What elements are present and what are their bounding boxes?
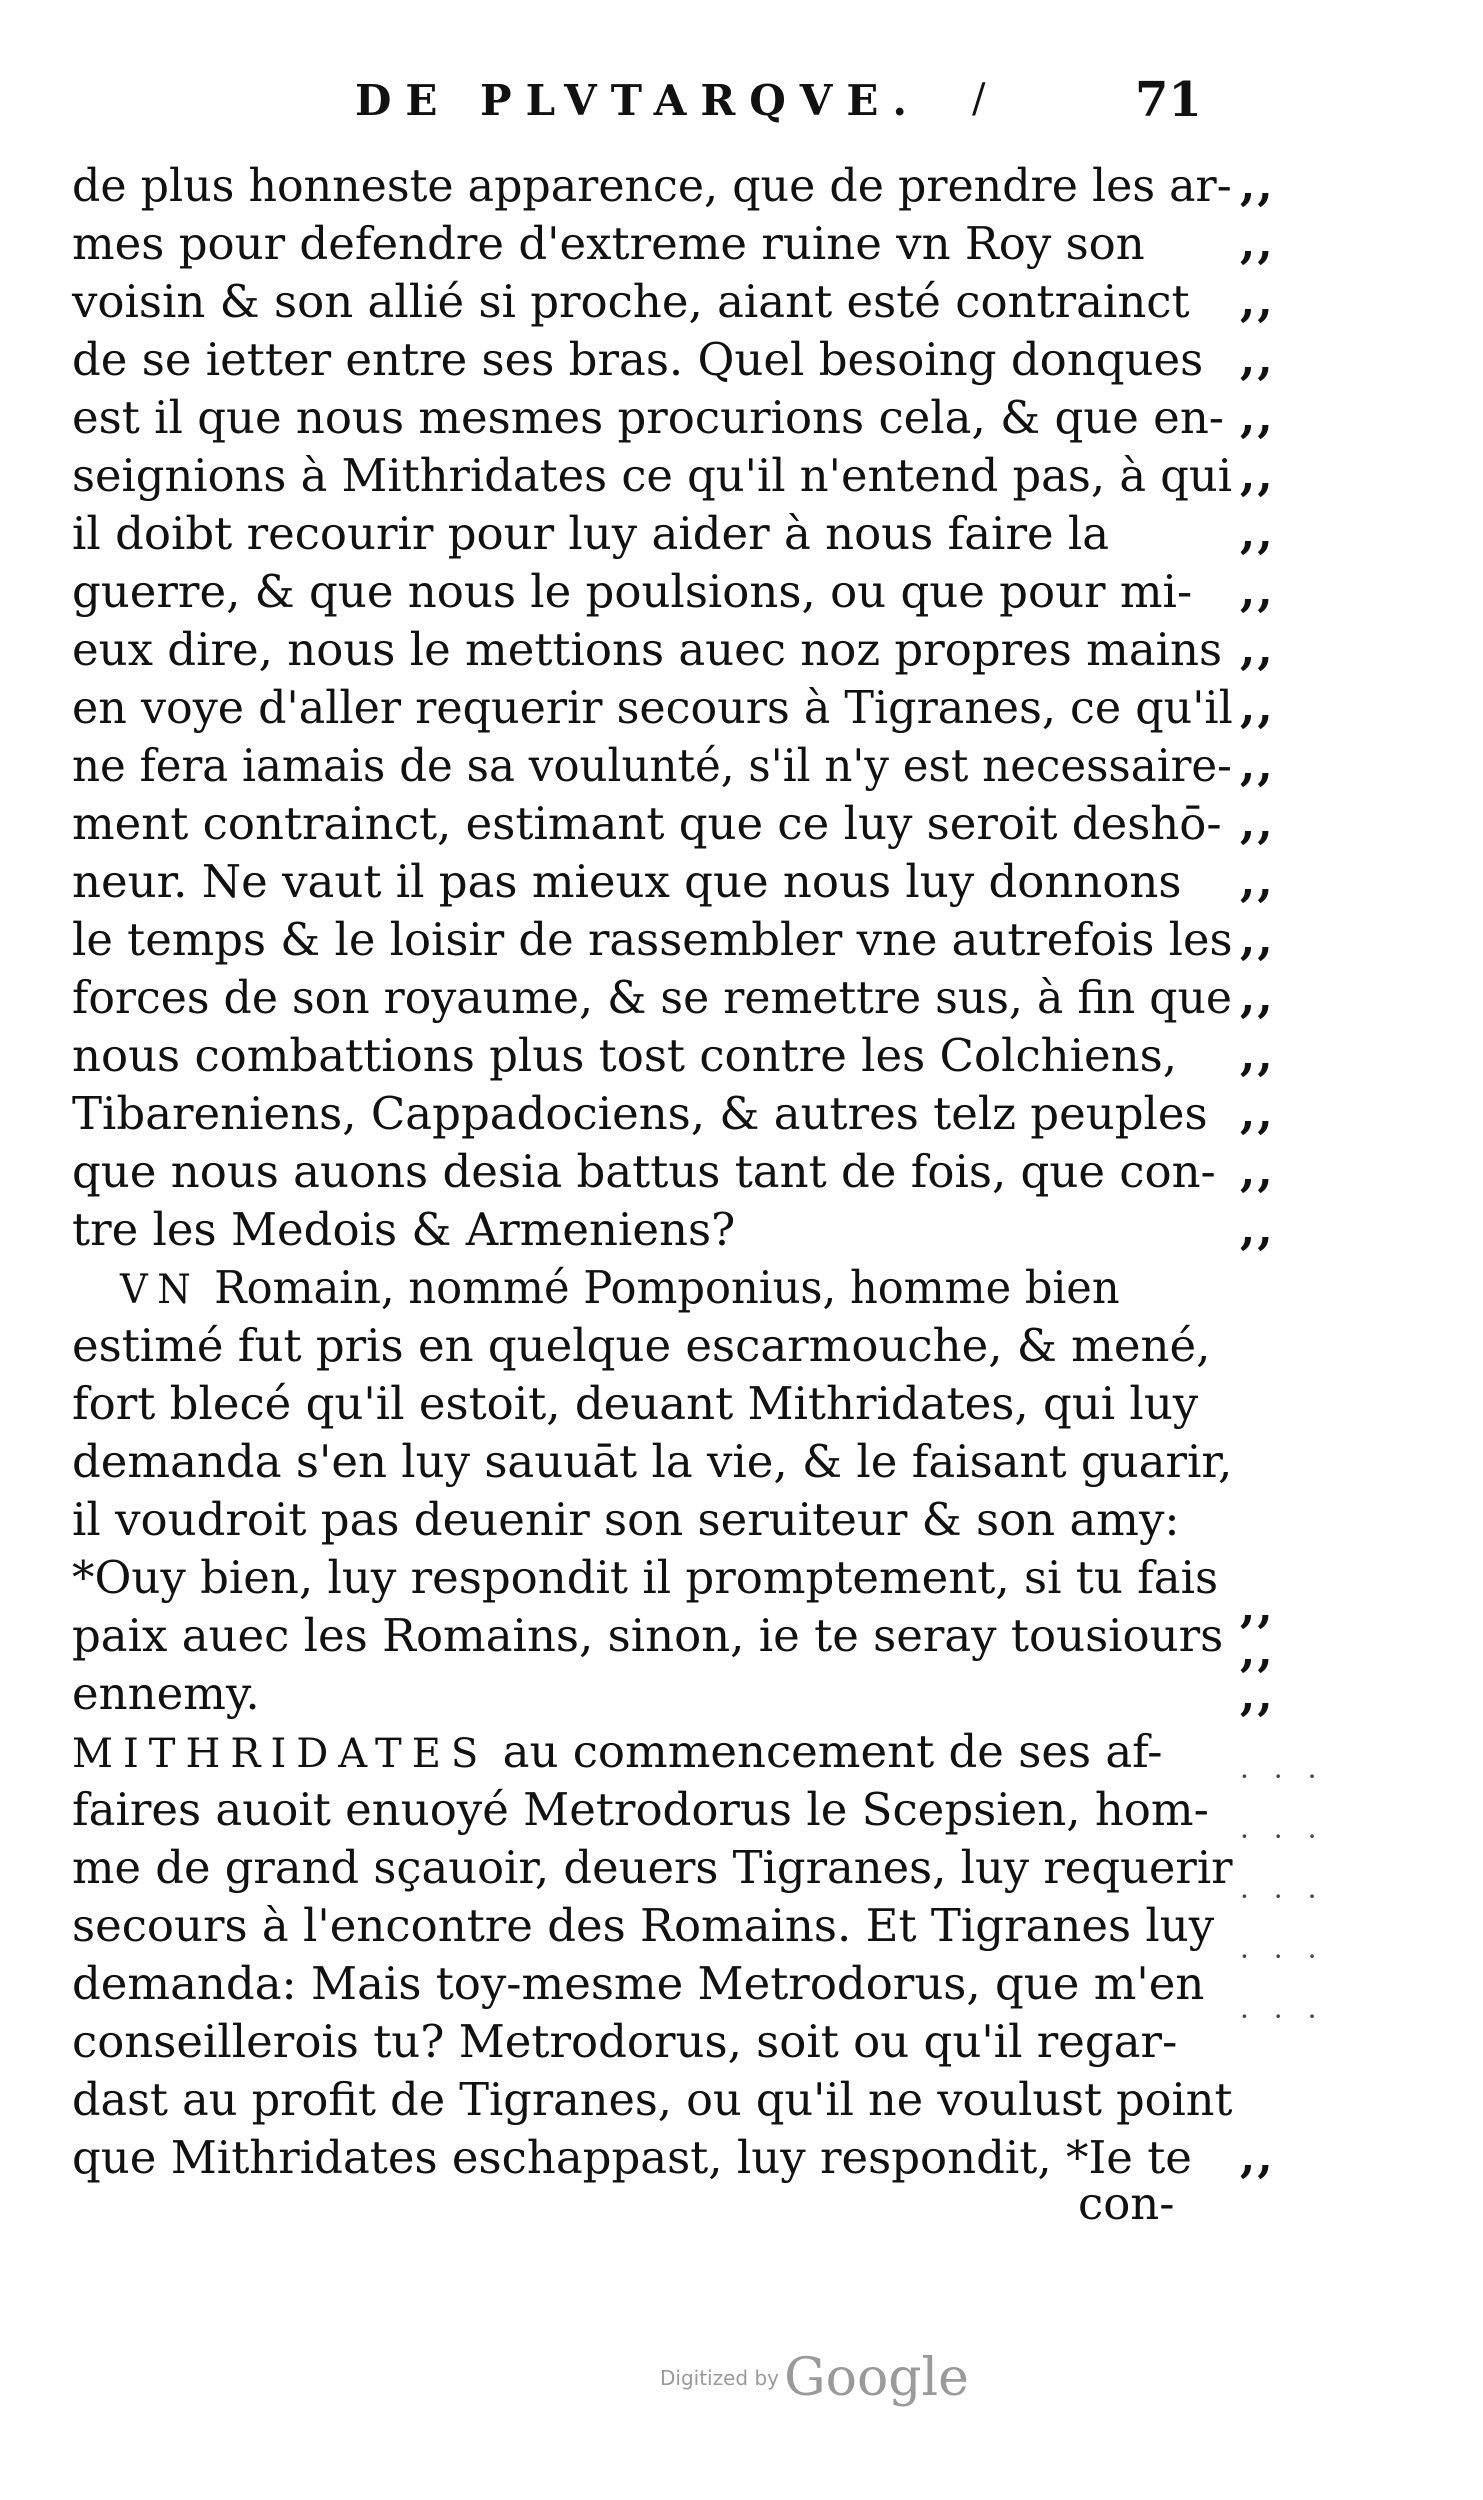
text-line: VN Romain, nommé Pomponius, homme bien — [120, 1261, 1120, 1314]
text-line: nous combattions plus tost contre les Colchiens, — [72, 1029, 1178, 1082]
text-line: voisin & son allié si proche, aiant esté contrainct — [72, 275, 1190, 328]
print-speck: · · · — [1240, 1820, 1325, 1853]
text-line: estimé fut pris en quelque escarmouche, & mené, — [72, 1319, 1211, 1372]
print-speck: · · · — [1240, 2000, 1325, 2033]
print-speck: · · · — [1240, 1760, 1325, 1793]
margin-quote-mark: ,, — [1240, 1582, 1275, 1633]
text-line: seignions à Mithridates ce qu'il n'entend pas, à qui — [72, 449, 1233, 502]
text-line: le temps & le loisir de rassembler vne autrefois les — [72, 913, 1233, 966]
margin-quote-mark: ,, — [1240, 276, 1275, 327]
text-line: me de grand sçauoir, deuers Tigranes, luy requerir — [72, 1841, 1233, 1894]
text-line: demanda: Mais toy-mesme Metrodorus, que m'en — [72, 1957, 1205, 2010]
margin-quote-mark: ,, — [1240, 1204, 1275, 1255]
text-line: faires auoit enuoyé Metrodorus le Scepsien, hom- — [72, 1783, 1209, 1836]
text-line: est il que nous mesmes procurions cela, & que en- — [72, 391, 1225, 444]
text-line: que nous auons desia battus tant de fois, que con- — [72, 1145, 1216, 1198]
text-line: paix auec les Romains, sinon, ie te seray tousiours — [72, 1609, 1224, 1662]
digitization-watermark — [660, 2348, 980, 2408]
margin-quote-mark: ,, — [1240, 2132, 1275, 2183]
text-line: ne fera iamais de sa voulunté, s'il n'y est necessaire- — [72, 739, 1232, 792]
margin-quote-mark: ,, — [1240, 450, 1275, 501]
text-line: de se ietter entre ses bras. Quel besoing donques — [72, 333, 1204, 386]
google-logo-text: Google — [784, 2348, 969, 2408]
page-number: 71 — [1135, 72, 1202, 128]
text-line: dast au profit de Tigranes, ou qu'il ne voulust point — [72, 2073, 1233, 2126]
margin-quote-mark: ,, — [1240, 508, 1275, 559]
text-line: secours à l'encontre des Romains. Et Tigranes luy — [72, 1899, 1215, 1952]
text-line: neur. Ne vaut il pas mieux que nous luy donnons — [72, 855, 1182, 908]
print-speck: · · · — [1240, 1940, 1325, 1973]
margin-quote-mark: ,, — [1240, 334, 1275, 385]
margin-quote-mark: ,, — [1240, 160, 1275, 211]
catchword: con- — [1078, 2177, 1175, 2230]
text-line: fort blecé qu'il estoit, deuant Mithridates, qui luy — [72, 1377, 1199, 1430]
text-line: ennemy. — [72, 1667, 260, 1720]
header-slash: / — [972, 76, 986, 122]
margin-quote-mark: ,, — [1240, 1088, 1275, 1139]
text-line: il doibt recourir pour luy aider à nous faire la — [72, 507, 1110, 560]
text-line: en voye d'aller requerir secours à Tigranes, ce qu'il — [72, 681, 1233, 734]
text-line: eux dire, nous le mettions auec noz propres mains — [72, 623, 1223, 676]
text-line: forces de son royaume, & se remettre sus, à fin que — [72, 971, 1233, 1024]
margin-quote-mark: ,, — [1240, 624, 1275, 675]
text-line: conseillerois tu? Metrodorus, soit ou qu'il regar- — [72, 2015, 1178, 2068]
paragraph-lead-word: MITHRIDATES — [72, 1731, 489, 1777]
paragraph-lead-word: VN — [120, 1267, 201, 1313]
margin-quote-mark: ,, — [1240, 856, 1275, 907]
text-line: de plus honneste apparence, que de prendre les ar- — [72, 159, 1232, 212]
margin-quote-mark: ,, — [1240, 392, 1275, 443]
text-line: *Ouy bien, luy respondit il promptement, si tu fais — [72, 1551, 1219, 1604]
text-line: que Mithridates eschappast, luy respondit, *Ie te — [72, 2131, 1192, 2184]
margin-quote-mark: ,, — [1240, 1146, 1275, 1197]
text-line: tre les Medois & Armeniens? — [72, 1203, 736, 1256]
margin-quote-mark: ,, — [1240, 1626, 1275, 1677]
margin-quote-mark: ,, — [1240, 1030, 1275, 1081]
text-line: il voudroit pas deuenir son seruiteur & son amy: — [72, 1493, 1180, 1546]
text-line: guerre, & que nous le poulsions, ou que pour mi- — [72, 565, 1193, 618]
text-line: Tibareniens, Cappadociens, & autres telz peuples — [72, 1087, 1208, 1140]
margin-quote-mark: ,, — [1240, 740, 1275, 791]
margin-quote-mark: ,, — [1240, 972, 1275, 1023]
margin-quote-mark: ,, — [1240, 682, 1275, 733]
digitized-by-label: Digitized by — [660, 2366, 779, 2390]
margin-quote-mark: ,, — [1240, 218, 1275, 269]
margin-quote-mark: ,, — [1240, 914, 1275, 965]
print-speck: · · · — [1240, 1880, 1325, 1913]
running-title: DE PLVTARQVE. — [355, 76, 922, 125]
text-line: demanda s'en luy sauuāt la vie, & le faisant guarir, — [72, 1435, 1233, 1488]
margin-quote-mark: ,, — [1240, 566, 1275, 617]
margin-quote-mark: ,, — [1240, 1670, 1275, 1721]
text-line: MITHRIDATES au commencement de ses af- — [72, 1725, 1163, 1778]
page-header — [0, 72, 1483, 136]
margin-quote-mark: ,, — [1240, 798, 1275, 849]
text-line: mes pour defendre d'extreme ruine vn Roy son — [72, 217, 1145, 270]
text-line: ment contrainct, estimant que ce luy seroit deshō- — [72, 797, 1222, 850]
